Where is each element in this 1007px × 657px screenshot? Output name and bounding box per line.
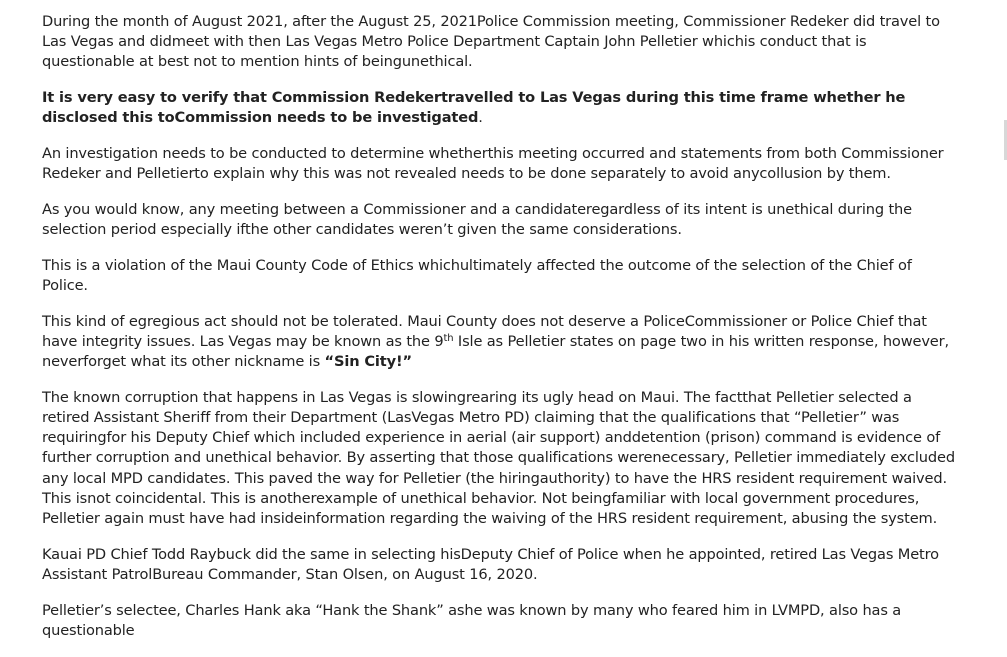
paragraph-corruption: The known corruption that happens in Las Vegas is slowingrearing its ugly head on Maui. The factthat Pelletier selected a retired Assistant Sheriff from their Department (LasVegas Metro PD) claiming that the qualifications that “Pelletier” was requiringfor his Deputy Chief which included experience in aerial (air support) anddetention (prison) command is evidence of further corruption and unethical behavior. By asserting that those qualifications werenecessary, Pelletier immediately excluded any local MPD candidates. This paved the way for Pelletier (the hiringauthority) to have the HRS resident requirement waived. This isnot coincidental. This is anotherexample of unethical behavior. Not beingfamiliar with local government procedures, Pelletier again must have had insideinformation regarding the waiving of the HRS resident requirement, abusing the system. bbox=[42, 388, 955, 528]
sin-city-text-middle: Isle as Pelletier states on page two in his written response, however, neverforget what its other nickname is bbox=[42, 332, 949, 371]
paragraph-kauai-pd: Kauai PD Chief Todd Raybuck did the same in selecting hisDeputy Chief of Police when he appointed, retired Las Vegas Metro Assistant PatrolBureau Commander, Stan Olsen, on August 16, 2020. bbox=[42, 545, 939, 583]
bold-verify-statement: It is very easy to verify that Commission Redekertravelled to Las Vegas during this time frame whether he disclosed this toCommission needs to be investigated bbox=[42, 89, 906, 127]
paragraph-august-travel: During the month of August 2021, after the August 25, 2021Police Commission meeting, Commissioner Redeker did travel to Las Vegas and didmeet with then Las Vegas Metro Police Department Captain John Pelletier whichis conduct that is questionable at best not to mention hints of beingunethical. bbox=[42, 13, 940, 71]
paragraph-verify-travel bbox=[42, 88, 962, 128]
paragraph-sin-city bbox=[42, 312, 962, 373]
superscript-th: th bbox=[443, 332, 454, 344]
paragraph-investigation-needed: An investigation needs to be conducted to determine whetherthis meeting occurred and statements from both Commissioner Redeker and Pelletierto explain why this was not revealed needs to be done separately to avoid anycollusion by them. bbox=[42, 145, 944, 183]
sin-city-text-start: This kind of egregious act should not be tolerated. Maui County does not deserve a PoliceCommissioner or Police Chief that have integrity issues. Las Vegas may be known as the 9 bbox=[42, 312, 927, 350]
sin-city-bold: “Sin City!” bbox=[324, 353, 412, 371]
paragraph-meeting-unethical: As you would know, any meeting between a Commissioner and a candidateregardless of its intent is unethical during the selection period especially ifthe other candidates weren’t given the same considerations. bbox=[42, 200, 912, 239]
period-text: . bbox=[478, 109, 483, 127]
paragraph-code-of-ethics: This is a violation of the Maui County Code of Ethics whichultimately affected the outcome of the selection of the Chief of Police. bbox=[42, 256, 912, 295]
paragraph-selectee: Pelletier’s selectee, Charles Hank aka “Hank the Shank” ashe was known by many who feared him in LVMPD, also has a questionable bbox=[42, 601, 902, 639]
document-page bbox=[42, 12, 962, 657]
